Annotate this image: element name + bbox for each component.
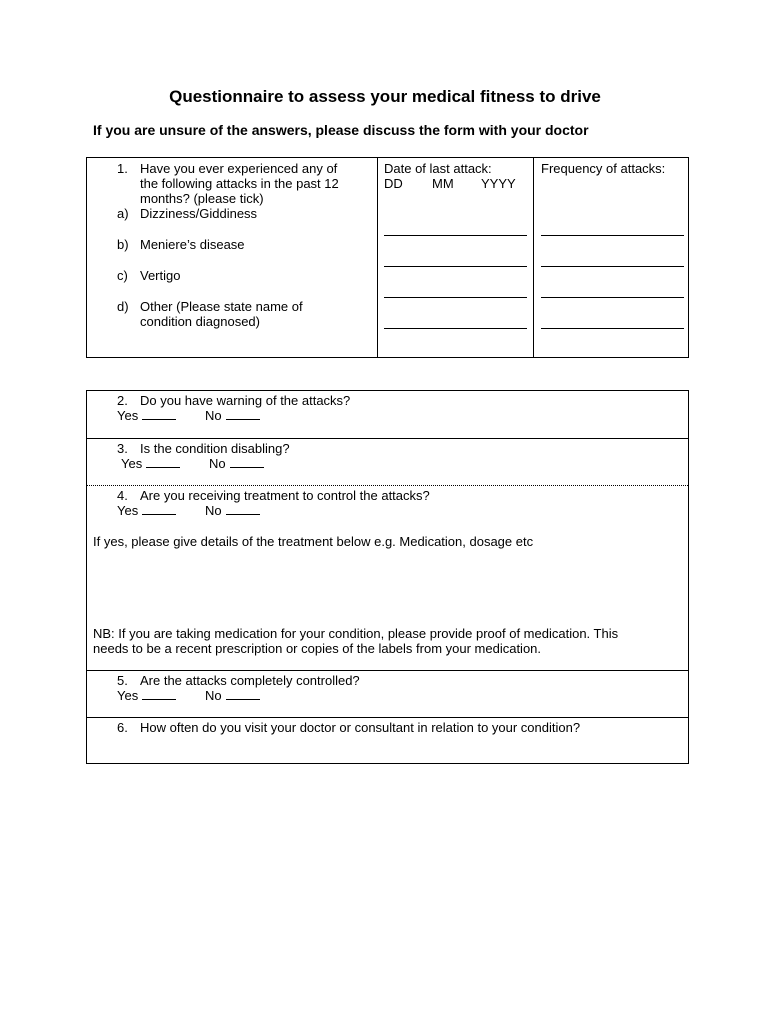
treatment-details-prompt: If yes, please give details of the treatment below e.g. Medication, dosage etc: [93, 534, 534, 549]
date-field-d[interactable]: [384, 328, 527, 329]
yes-label: Yes: [117, 408, 139, 423]
option-a-letter: a): [117, 206, 129, 221]
yes-blank: [142, 408, 176, 420]
q6-number: 6.: [117, 720, 128, 735]
q6-text: How often do you visit your doctor or consultant in relation to your condition?: [140, 720, 581, 735]
no-label: No: [205, 503, 222, 518]
form-title: Questionnaire to assess your medical fitness to drive: [169, 87, 601, 106]
date-column: [377, 158, 534, 357]
q5-yes-option[interactable]: [117, 688, 176, 703]
attacks-table: [86, 157, 689, 358]
question-3-row: [87, 438, 688, 486]
frequency-field-d[interactable]: [541, 328, 684, 329]
no-label: No: [209, 456, 226, 471]
frequency-field-a[interactable]: [541, 235, 684, 236]
frequency-field-b[interactable]: [541, 266, 684, 267]
questions-table: [86, 390, 689, 764]
q4-number: 4.: [117, 488, 128, 503]
nb-note-line1: NB: If you are taking medication for your condition, please provide proof of medication. This: [93, 626, 619, 641]
q5-no-option[interactable]: [205, 688, 260, 703]
yes-blank: [142, 688, 176, 700]
visit-frequency-field[interactable]: [93, 736, 683, 760]
attack-types-column: [87, 158, 377, 357]
option-d-label[interactable]: Other (Please state name of: [140, 299, 303, 314]
question-4-row: [87, 485, 688, 671]
date-yyyy: YYYY: [481, 176, 516, 191]
option-b-label[interactable]: Meniere’s disease: [140, 237, 245, 252]
yes-blank: [142, 503, 176, 515]
question-2-row: [87, 391, 688, 438]
nb-note-line2: needs to be a recent prescription or copies of the labels from your medication.: [93, 641, 542, 656]
question-5-row: [87, 670, 688, 718]
date-field-c[interactable]: [384, 297, 527, 298]
q4-text: Are you receiving treatment to control the attacks?: [140, 488, 430, 503]
date-field-a[interactable]: [384, 235, 527, 236]
frequency-header: Frequency of attacks:: [541, 161, 666, 176]
q4-no-option[interactable]: [205, 503, 260, 518]
option-d-letter: d): [117, 299, 129, 314]
q1-text-line1: Have you ever experienced any of: [140, 161, 338, 176]
option-a-label[interactable]: Dizziness/Giddiness: [140, 206, 258, 221]
option-b-letter: b): [117, 237, 129, 252]
date-field-b[interactable]: [384, 266, 527, 267]
option-c-label[interactable]: Vertigo: [140, 268, 181, 283]
yes-label: Yes: [117, 688, 139, 703]
q5-number: 5.: [117, 673, 128, 688]
q2-no-option[interactable]: [205, 408, 260, 423]
form-subtitle: If you are unsure of the answers, please discuss the form with your doctor: [93, 122, 589, 138]
q2-yes-option[interactable]: [117, 408, 176, 423]
q3-number: 3.: [117, 441, 128, 456]
yes-label: Yes: [117, 503, 139, 518]
no-label: No: [205, 408, 222, 423]
q1-text-line3: months? (please tick): [140, 191, 264, 206]
date-header: Date of last attack:: [384, 161, 492, 176]
date-dd: DD: [384, 176, 403, 191]
option-c-letter: c): [117, 268, 128, 283]
q2-text: Do you have warning of the attacks?: [140, 393, 351, 408]
q3-no-option[interactable]: [209, 456, 264, 471]
treatment-details-field[interactable]: [93, 550, 683, 620]
q3-text: Is the condition disabling?: [140, 441, 290, 456]
frequency-field-c[interactable]: [541, 297, 684, 298]
q5-text: Are the attacks completely controlled?: [140, 673, 360, 688]
no-blank: [230, 456, 264, 468]
q3-yes-option[interactable]: [121, 456, 180, 471]
frequency-column: [533, 158, 688, 357]
yes-label: Yes: [121, 456, 143, 471]
no-label: No: [205, 688, 222, 703]
option-d-label-line2: condition diagnosed): [140, 314, 260, 329]
no-blank: [226, 688, 260, 700]
no-blank: [226, 503, 260, 515]
q1-number: 1.: [117, 161, 128, 176]
q1-text-line2: the following attacks in the past 12: [140, 176, 339, 191]
yes-blank: [146, 456, 180, 468]
question-6-row: [87, 717, 688, 764]
q4-yes-option[interactable]: [117, 503, 176, 518]
q2-number: 2.: [117, 393, 128, 408]
no-blank: [226, 408, 260, 420]
date-mm: MM: [432, 176, 454, 191]
